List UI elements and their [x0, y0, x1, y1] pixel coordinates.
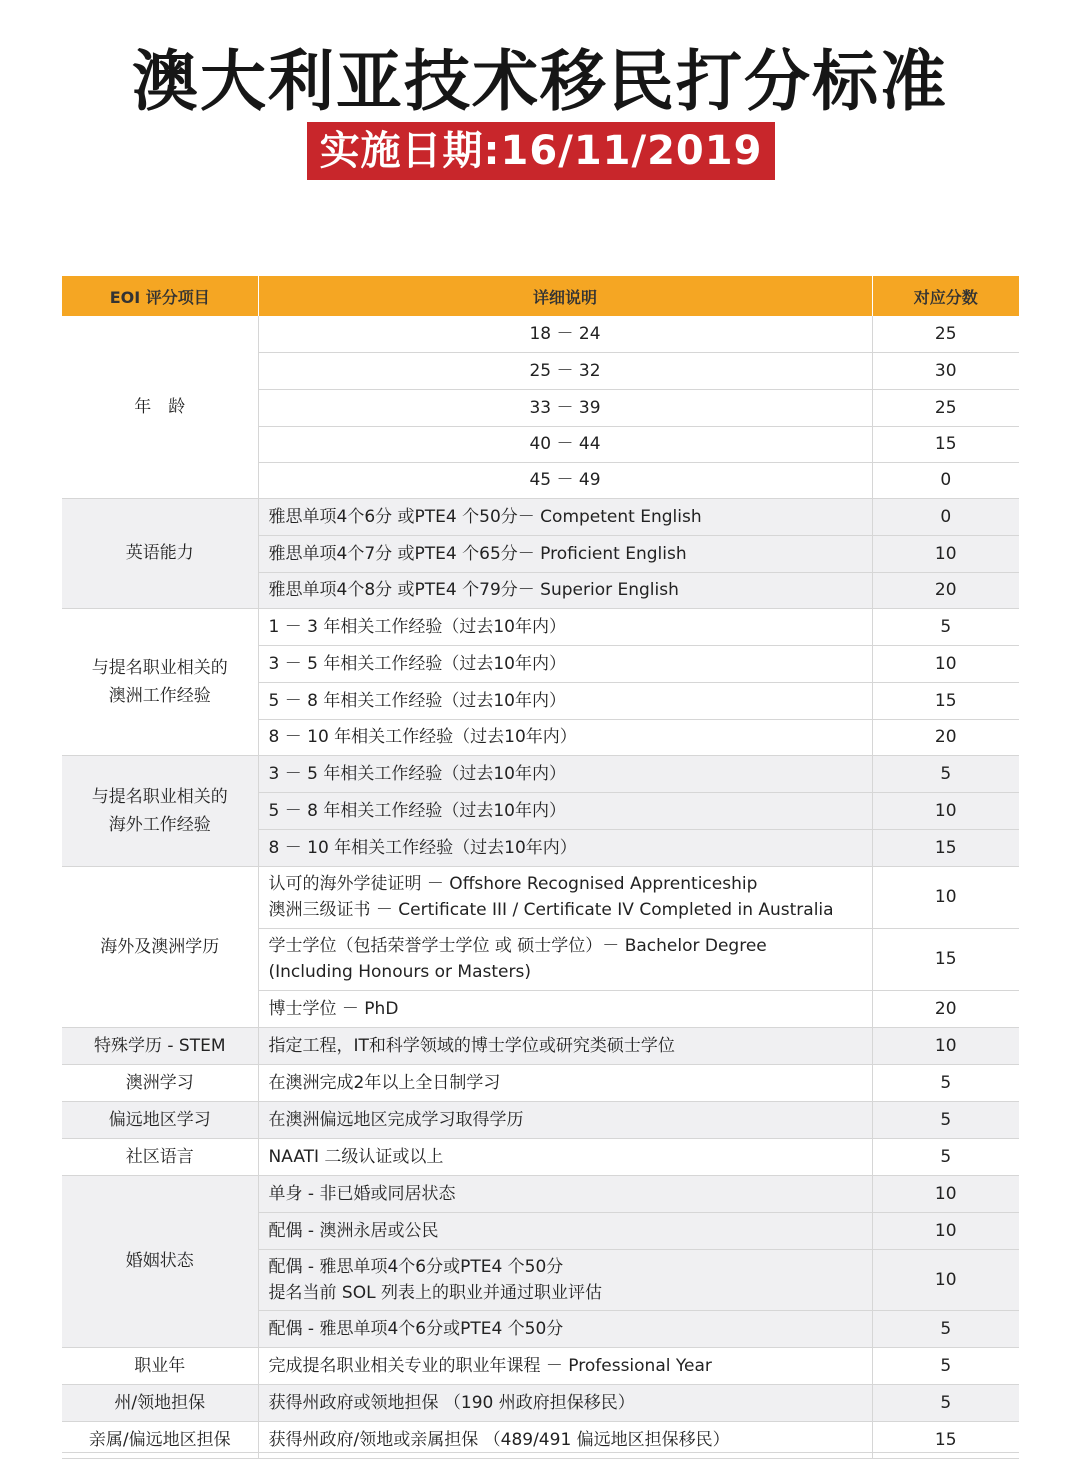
points-cell: 5	[872, 1138, 1019, 1175]
category-cell: 与提名职业相关的 海外工作经验	[62, 755, 258, 866]
points-cell: 30	[872, 352, 1019, 389]
table-row	[62, 1347, 1019, 1384]
category-cell: 亲属/偏远地区担保	[62, 1421, 258, 1458]
table-bottom-divider	[62, 1452, 1019, 1453]
points-cell: 10	[872, 1175, 1019, 1212]
points-cell: 15	[872, 426, 1019, 462]
description-cell: 33 － 39	[258, 389, 872, 426]
description-cell: 8 － 10 年相关工作经验（过去10年内）	[258, 719, 872, 755]
table-row	[62, 1384, 1019, 1421]
page-title: 澳大利亚技术移民打分标准	[132, 43, 948, 120]
description-cell: 18 － 24	[258, 316, 872, 352]
description-cell: 在澳洲完成2年以上全日制学习	[258, 1064, 872, 1101]
table-header-row	[62, 276, 1019, 316]
description-cell: 完成提名职业相关专业的职业年课程 － Professional Year	[258, 1347, 872, 1384]
points-cell: 5	[872, 755, 1019, 792]
points-cell: 25	[872, 316, 1019, 352]
points-cell: 10	[872, 792, 1019, 829]
category-cell: 偏远地区学习	[62, 1101, 258, 1138]
description-cell: 学士学位（包括荣誉学士学位 或 硕士学位）－ Bachelor Degree (Including Honours or Masters)	[258, 928, 872, 990]
category-cell: 特殊学历 - STEM	[62, 1027, 258, 1064]
points-cell: 5	[872, 1064, 1019, 1101]
column-header-category: EOI 评分项目	[62, 276, 258, 316]
points-cell: 10	[872, 1212, 1019, 1249]
table-row	[62, 608, 1019, 645]
points-cell: 5	[872, 608, 1019, 645]
points-cell: 25	[872, 389, 1019, 426]
points-cell: 15	[872, 682, 1019, 719]
description-cell: 5 － 8 年相关工作经验（过去10年内）	[258, 792, 872, 829]
description-cell: 40 － 44	[258, 426, 872, 462]
description-cell: 雅思单项4个6分 或PTE4 个50分－ Competent English	[258, 498, 872, 535]
table-row	[62, 1175, 1019, 1212]
description-cell: 配偶 - 雅思单项4个6分或PTE4 个50分	[258, 1310, 872, 1347]
points-cell: 5	[872, 1384, 1019, 1421]
points-cell: 10	[872, 645, 1019, 682]
description-cell: 在澳洲偏远地区完成学习取得学历	[258, 1101, 872, 1138]
table-row	[62, 498, 1019, 535]
description-cell: 3 － 5 年相关工作经验（过去10年内）	[258, 645, 872, 682]
points-cell: 0	[872, 462, 1019, 498]
category-cell: 海外及澳洲学历	[62, 866, 258, 1027]
category-cell: 英语能力	[62, 498, 258, 608]
description-cell: 配偶 - 雅思单项4个6分或PTE4 个50分 提名当前 SOL 列表上的职业并通过职业评估	[258, 1249, 872, 1310]
points-cell: 15	[872, 1421, 1019, 1458]
points-cell: 20	[872, 572, 1019, 608]
points-cell: 10	[872, 866, 1019, 928]
description-cell: 单身 - 非已婚或同居状态	[258, 1175, 872, 1212]
description-cell: 配偶 - 澳洲永居或公民	[258, 1212, 872, 1249]
points-cell: 10	[872, 535, 1019, 572]
description-cell: 1 － 3 年相关工作经验（过去10年内）	[258, 608, 872, 645]
points-cell: 15	[872, 829, 1019, 866]
table-row	[62, 755, 1019, 792]
description-cell: 45 － 49	[258, 462, 872, 498]
table-row	[62, 1138, 1019, 1175]
description-cell: 25 － 32	[258, 352, 872, 389]
category-cell: 社区语言	[62, 1138, 258, 1175]
description-cell: 博士学位 － PhD	[258, 990, 872, 1027]
description-cell: 获得州政府/领地或亲属担保 （489/491 偏远地区担保移民）	[258, 1421, 872, 1458]
category-cell: 婚姻状态	[62, 1175, 258, 1347]
points-cell: 5	[872, 1347, 1019, 1384]
table-body	[62, 316, 1019, 1458]
effective-date-badge: 实施日期:16/11/2019	[307, 122, 775, 180]
points-cell: 5	[872, 1310, 1019, 1347]
column-header-points: 对应分数	[872, 276, 1019, 316]
table-row	[62, 1027, 1019, 1064]
table-row	[62, 1101, 1019, 1138]
description-cell: 8 － 10 年相关工作经验（过去10年内）	[258, 829, 872, 866]
points-cell: 0	[872, 498, 1019, 535]
column-header-description: 详细说明	[258, 276, 872, 316]
description-cell: 获得州政府或领地担保 （190 州政府担保移民）	[258, 1384, 872, 1421]
table-row	[62, 866, 1019, 928]
points-cell: 20	[872, 990, 1019, 1027]
points-table	[62, 276, 1019, 1459]
table-row	[62, 1064, 1019, 1101]
points-cell: 10	[872, 1249, 1019, 1310]
description-cell: NAATI 二级认证或以上	[258, 1138, 872, 1175]
category-cell: 职业年	[62, 1347, 258, 1384]
points-cell: 10	[872, 1027, 1019, 1064]
description-cell: 雅思单项4个7分 或PTE4 个65分－ Proficient English	[258, 535, 872, 572]
description-cell: 3 － 5 年相关工作经验（过去10年内）	[258, 755, 872, 792]
category-cell: 澳洲学习	[62, 1064, 258, 1101]
points-cell: 20	[872, 719, 1019, 755]
description-cell: 雅思单项4个8分 或PTE4 个79分－ Superior English	[258, 572, 872, 608]
description-cell: 认可的海外学徒证明 － Offshore Recognised Apprenticeship 澳洲三级证书 － Certificate III / Certificate IV Completed in Australia	[258, 866, 872, 928]
description-cell: 指定工程，IT和科学领域的博士学位或研究类硕士学位	[258, 1027, 872, 1064]
description-cell: 5 － 8 年相关工作经验（过去10年内）	[258, 682, 872, 719]
points-cell: 15	[872, 928, 1019, 990]
category-cell: 与提名职业相关的 澳洲工作经验	[62, 608, 258, 755]
category-cell: 州/领地担保	[62, 1384, 258, 1421]
table-row	[62, 316, 1019, 352]
category-cell: 年 龄	[62, 316, 258, 498]
points-cell: 5	[872, 1101, 1019, 1138]
